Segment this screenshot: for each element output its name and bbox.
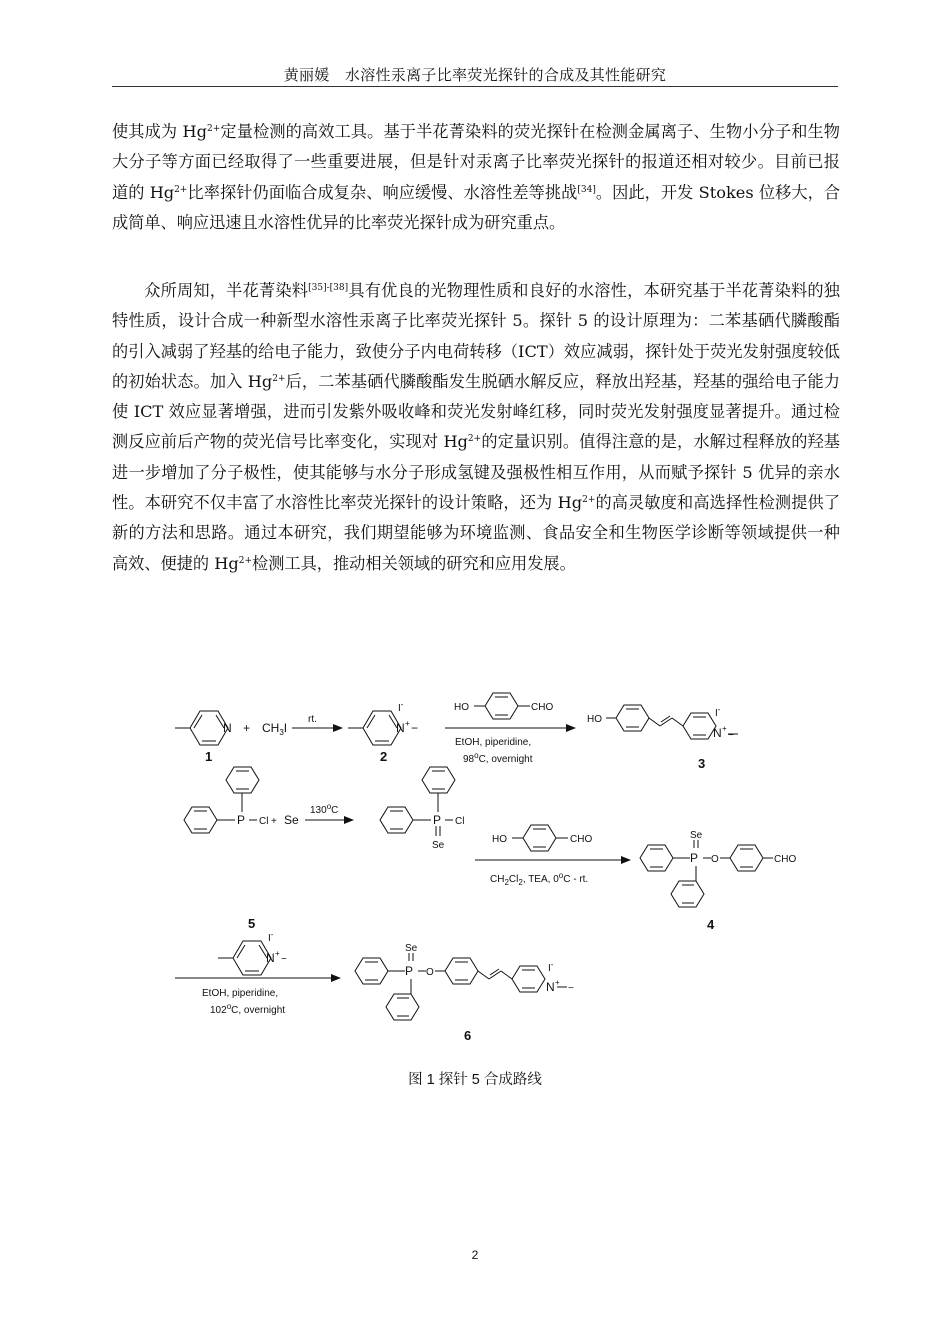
page-number: 2 <box>471 1248 479 1262</box>
condition-130c: 130$^o$C <box>310 802 339 816</box>
phosphorus-atom: P <box>237 813 246 827</box>
product-pyridinium-charge: + <box>722 724 727 733</box>
text-run: 的定量识别。值得注意的是，水解过程释放的羟基进一步增加了分子极性，使其能够与水分子形成氢键及强极性相互作用，从而赋予探针 5 优异的亲水性。本研究不仅丰富了水溶性比率荧光探针的设计策略，还为 Hg <box>112 432 840 513</box>
ch3i-subscript: 3 <box>279 728 284 737</box>
product-pyridinium-n: N <box>713 726 722 740</box>
pyridinium-n: N <box>396 721 405 735</box>
text-run: 的高灵敏度和高选择性检测提供了新的方法和思路。通过本研究，我们期望能够为环境监测、食品安全和生物医学诊断等领域提供一种高效、便捷的 Hg <box>112 493 841 573</box>
reagent-pyridinium-n: N <box>266 951 275 965</box>
compound4-oxygen: O <box>711 854 719 865</box>
methyl-iodide <box>262 721 287 737</box>
reagent-n-methyl: − <box>281 954 287 965</box>
reagent-ho: HO <box>454 702 469 713</box>
superscript: 2+ <box>467 434 482 445</box>
compound6-selenium: Se <box>405 943 418 954</box>
selenium-reagent: Se <box>284 813 299 827</box>
text-run: 比率探针仍面临合成复杂、响应缓慢、水溶性差等挑战 <box>187 182 578 202</box>
ch3i-ch: CH <box>262 721 280 735</box>
condition-ch2cl2: $CH_2Cl_2$, TEA, 0$^o$C - rt. <box>490 871 589 887</box>
header-rule <box>112 86 838 87</box>
text-run: 众所周知，半花菁染料 <box>144 281 309 300</box>
condition5-temperature: 102$^o$C, overnight <box>210 1002 286 1016</box>
n-methyl: − <box>411 721 419 735</box>
compound-label-5: 5 <box>248 916 256 931</box>
plus-sign: + <box>243 721 251 735</box>
compound4-selenium: Se <box>690 830 703 841</box>
compound-label-6: 6 <box>464 1028 472 1043</box>
condition5-solvent: EtOH, piperidine, <box>202 988 279 999</box>
paragraph-1 <box>112 117 840 238</box>
compound6-phosphorus: P <box>405 964 414 978</box>
page-header: 黄丽媛 水溶性汞离子比率荧光探针的合成及其性能研究 <box>283 66 667 84</box>
text-run: 具有优良的光物理性质和良好的水溶性，本研究基于半花菁染料的独特性质，设计合成一种新型水溶性汞离子比率荧光探针 5。探针 5 的设计原理为：二苯基硒代膦酸酯的引入减弱了羟基的给电子能力，致使分子内电荷转移（ICT）效应减弱，探针处于荧光发射强度较低的初始状态。加入 Hg <box>112 281 840 391</box>
compound4-cho: CHO <box>774 854 797 865</box>
product-selenium: Se <box>432 840 445 851</box>
pyridine-n: N <box>223 721 232 735</box>
compound-label-2: 2 <box>380 749 388 764</box>
compound4-phosphorus: P <box>690 851 699 865</box>
compound6-n-methyl: − <box>568 983 574 994</box>
text-run: 使其成为 Hg <box>112 122 207 141</box>
pyridinium-charge: + <box>405 719 410 728</box>
product-n-methyl: − <box>728 730 734 741</box>
citation: [35]-[38] <box>308 283 349 293</box>
plus-sign-2: + <box>271 816 277 827</box>
compound6-oxygen: O <box>426 967 434 978</box>
product-iodide: I- <box>715 705 721 719</box>
compound6-iodide: I- <box>548 960 554 974</box>
figure-caption: 图 1 探针 5 合成路线 <box>408 1072 542 1088</box>
reagent-pyridinium-charge: + <box>275 949 280 958</box>
compound-label-1: 1 <box>205 749 213 764</box>
synthesis-scheme <box>160 688 840 1058</box>
compound6-pyridinium-charge: + <box>555 978 560 987</box>
ch3i-i: I <box>283 721 288 735</box>
text-run: 后，二苯基硒代膦酸酯发生脱硒水解反应，释放出羟基，羟基的强给电子能力使 ICT 效应显著增强，进而引发紫外吸收峰和荧光发射峰红移，同时荧光发射强度显著提升。通过检测反应前后产物的荧光信号比率变化，实现对 Hg <box>112 371 840 452</box>
superscript: 2+ <box>582 495 596 506</box>
compound-label-3: 3 <box>698 756 706 771</box>
product-chloride: Cl <box>455 816 465 827</box>
condition-solvent: EtOH, piperidine, <box>455 737 532 748</box>
iodide-counterion: I- <box>398 700 404 714</box>
condition-temperature: 98$^o$C, overnight <box>463 751 533 765</box>
product-ho: HO <box>587 714 602 725</box>
superscript: 2+ <box>238 555 253 566</box>
reagent2-ho: HO <box>492 834 507 845</box>
reagent-cho: CHO <box>531 702 554 713</box>
superscript: 2+ <box>206 124 221 134</box>
compound-label-4: 4 <box>707 917 715 932</box>
text-run: 定量检测的高效工具。基于半花菁染料的荧光探针在检测金属离子、生物小分子和生物大分子等方面已经取得了一些重要进展，但是针对汞离子比率荧光探针的报道还相对较少。目前已报道的 Hg <box>112 122 840 202</box>
reagent2-cho: CHO <box>570 834 593 845</box>
product-phosphorus: P <box>433 813 442 827</box>
superscript: 2+ <box>174 184 188 195</box>
superscript: 2+ <box>272 373 286 384</box>
condition-rt: rt. <box>308 714 317 725</box>
text-run: 。因此，开发 Stokes 位移大，合成简单、响应迅速且水溶性优异的比率荧光探针成为研究重点。 <box>112 182 841 232</box>
citation: [34] <box>577 184 596 195</box>
chloride-atom: Cl <box>259 816 269 827</box>
paragraph-2 <box>112 276 840 579</box>
text-run: 检测工具，推动相关领域的研究和应用发展。 <box>252 553 576 573</box>
compound6-pyridinium-n: N <box>546 980 555 994</box>
reagent-iodide: I- <box>268 930 274 944</box>
